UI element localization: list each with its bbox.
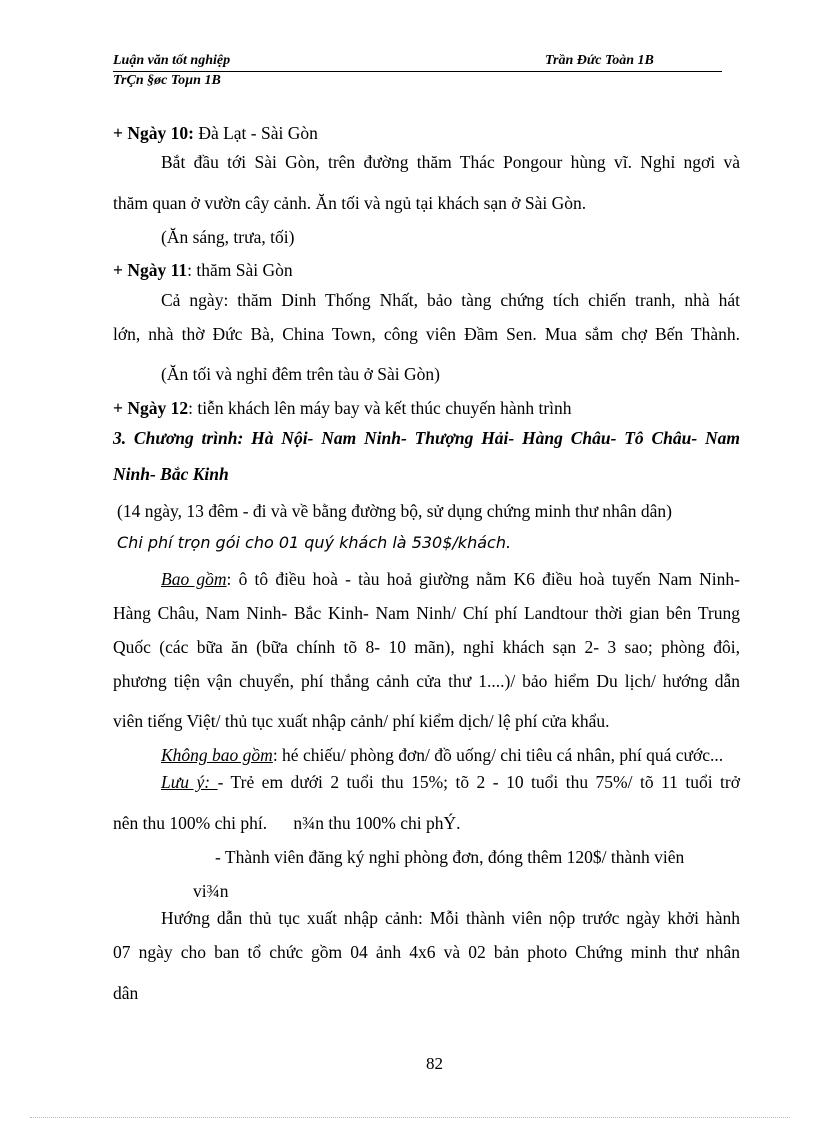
day-11-line bbox=[113, 253, 293, 287]
procedure-line1: Hướng dẫn thủ tục xuất nhập cảnh: Mỗi thành viên nộp trước ngày khởi hành bbox=[161, 908, 740, 928]
day-11-meals: (Ăn tối và nghỉ đêm trên tàu ở Sài Gòn) bbox=[161, 364, 440, 384]
day-12-text: : tiễn khách lên máy bay và kết thúc chuyến hành trình bbox=[188, 398, 572, 418]
day-10-line bbox=[113, 116, 318, 150]
include-line4: phương tiện vận chuyển, phí thắng cảnh cửa thư 1....)/ bảo hiểm Du lịch/ hướng dẫn bbox=[113, 671, 740, 691]
note-line3: - Thành viên đăng ký nghỉ phòng đơn, đóng thêm 120$/ thành viên bbox=[215, 847, 685, 867]
day-10-text: Đà Lạt - Sài Gòn bbox=[198, 123, 318, 143]
day-10-para-line1: Bắt đầu tới Sài Gòn, trên đường thăm Thác Pongour hùng vĩ. Nghỉ ngơi và bbox=[161, 152, 740, 172]
day-12-line bbox=[113, 391, 572, 425]
note-line1 bbox=[161, 772, 740, 793]
exclude-text: : hé chiếu/ phòng đơn/ đồ uống/ chi tiêu cá nhân, phí quá cước... bbox=[272, 745, 724, 765]
program-duration: (14 ngày, 13 đêm - đi và về bằng đường bộ, sử dụng chứng minh thư nhân dân) bbox=[117, 501, 672, 521]
day-11-para-line1: Cả ngày: thăm Dinh Thống Nhất, bảo tàng chứng tích chiến tranh, nhà hát bbox=[161, 290, 740, 310]
note-line2: nên thu 100% chi phí. n¾n thu 100% chi phÝ. bbox=[113, 813, 461, 833]
day-11-text: : thăm Sài Gòn bbox=[187, 260, 293, 280]
day-12-label: + Ngày 12 bbox=[113, 398, 189, 418]
day-10-para-line2: thăm quan ở vườn cây cảnh. Ăn tối và ngủ tại khách sạn ở Sài Gòn. bbox=[113, 193, 587, 213]
include-line5: viên tiếng Việt/ thủ tục xuất nhập cảnh/ phí kiểm dịch/ lệ phí cửa khẩu. bbox=[113, 711, 610, 731]
note-label: Lưu ý: bbox=[161, 772, 218, 792]
header-sub-title: TrÇn §øc Toµn 1B bbox=[113, 73, 221, 88]
note-text-a: - Trẻ em dưới 2 tuổi thu 15%; tõ 2 - 10 tuổi thu 75%/ tõ 11 tuổi trở bbox=[217, 772, 740, 792]
exclude-line bbox=[161, 738, 723, 772]
exclude-label: Không bao gồm bbox=[161, 745, 273, 765]
page-bottom-divider bbox=[30, 1117, 790, 1118]
day-10-label: + Ngày 10: bbox=[113, 123, 194, 143]
program-title-line2: Ninh- Bắc Kinh bbox=[113, 464, 229, 484]
day-11-para-line2: lớn, nhà thờ Đức Bà, China Town, công viên Đầm Sen. Mua sắm chợ Bến Thành. bbox=[113, 324, 740, 344]
header-right-title: Trần Đức Toàn 1B bbox=[545, 53, 654, 68]
include-text-a: : ô tô điều hoà - tàu hoả giường nằm K6 điều hoà tuyến Nam Ninh- bbox=[226, 569, 741, 589]
include-line1 bbox=[161, 569, 740, 590]
day-11-label: + Ngày 11 bbox=[113, 260, 188, 280]
procedure-line2: 07 ngày cho ban tổ chức gồm 04 ảnh 4x6 và 02 bản photo Chứng minh thư nhân bbox=[113, 942, 740, 962]
header-rule bbox=[113, 71, 722, 72]
include-line2: Hàng Châu, Nam Ninh- Bắc Kinh- Nam Ninh/ Chí phí Landtour thời gian bên Trung bbox=[113, 603, 740, 623]
day-10-meals: (Ăn sáng, trưa, tối) bbox=[161, 227, 295, 247]
program-price: Chi phí trọn gói cho 01 quý khách là 530$/khách. bbox=[117, 533, 512, 552]
include-line3: Quốc (các bữa ăn (bữa chính tõ 8- 10 mãn), nghỉ khách sạn 2- 3 sao; phòng đôi, bbox=[113, 637, 740, 657]
page-number: 82 bbox=[426, 1054, 443, 1073]
header-left-title: Luận văn tốt nghiệp bbox=[113, 53, 231, 68]
procedure-line3: dân bbox=[113, 983, 139, 1003]
include-label: Bao gồm bbox=[161, 569, 227, 589]
note-line4: vi¾n bbox=[193, 881, 229, 901]
program-title-line1: 3. Chương trình: Hà Nội- Nam Ninh- Thượng Hải- Hàng Châu- Tô Châu- Nam bbox=[113, 428, 740, 448]
